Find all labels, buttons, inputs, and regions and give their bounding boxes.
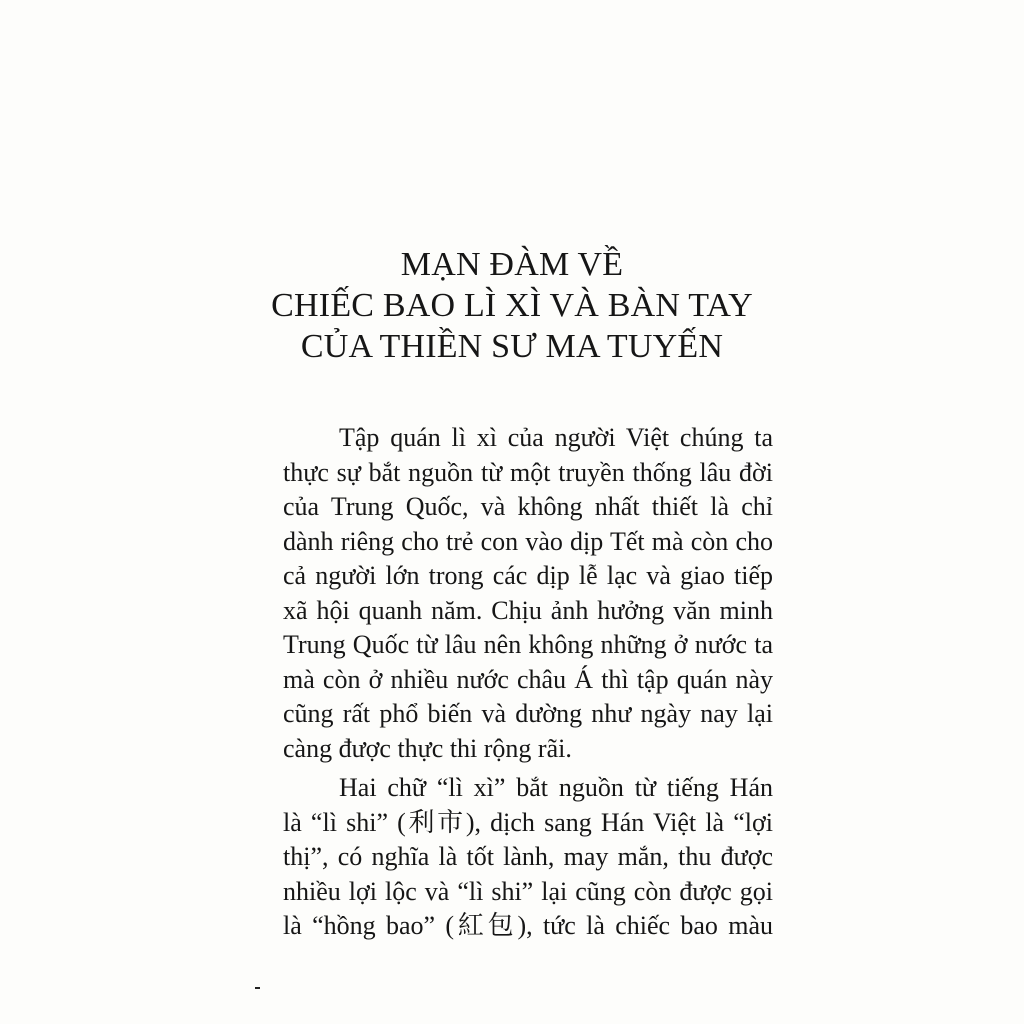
chapter-title-line: CHIẾC BAO LÌ XÌ VÀ BÀN TAY: [271, 287, 753, 324]
text-line: nhiều lợi lộc và “lì shi” lại cũng còn được gọi: [283, 876, 773, 906]
text-line: Tập quán lì xì của người Việt chúng ta: [339, 423, 773, 452]
chapter-title: [0, 244, 1024, 367]
paragraph: [283, 421, 773, 766]
text-line: càng được thực thi rộng rãi.: [283, 733, 572, 763]
text-line: dành riêng cho trẻ con vào dịp Tết mà còn cho: [283, 526, 773, 556]
body-text: [283, 421, 773, 944]
print-mark: [255, 987, 260, 989]
chapter-title-line: CỦA THIỀN SƯ MA TUYẾN: [300, 328, 724, 365]
text-line: xã hội quanh năm. Chịu ảnh hưởng văn minh: [283, 595, 773, 625]
text-line: cả người lớn trong các dịp lễ lạc và giao tiếp: [283, 561, 773, 590]
text-line: là “hồng bao” (紅包), tức là chiếc bao màu: [283, 911, 773, 940]
text-line: của Trung Quốc, và không nhất thiết là chỉ: [283, 492, 773, 521]
text-line: là “lì shi” (利市), dịch sang Hán Việt là “lợi: [283, 807, 773, 837]
text-line: mà còn ở nhiều nước châu Á thì tập quán này: [283, 664, 773, 694]
chapter-title-line: MẠN ĐÀM VỀ: [400, 246, 624, 283]
text-line: Hai chữ “lì xì” bắt nguồn từ tiếng Hán: [339, 773, 773, 802]
text-line: thị”, có nghĩa là tốt lành, may mắn, thu được: [283, 842, 773, 871]
text-line: cũng rất phổ biến và dường như ngày nay lại: [283, 699, 773, 728]
text-line: Trung Quốc từ lâu nên không những ở nước ta: [283, 630, 773, 659]
text-line: thực sự bắt nguồn từ một truyền thống lâu đời: [283, 457, 773, 487]
paragraph: [283, 771, 773, 944]
